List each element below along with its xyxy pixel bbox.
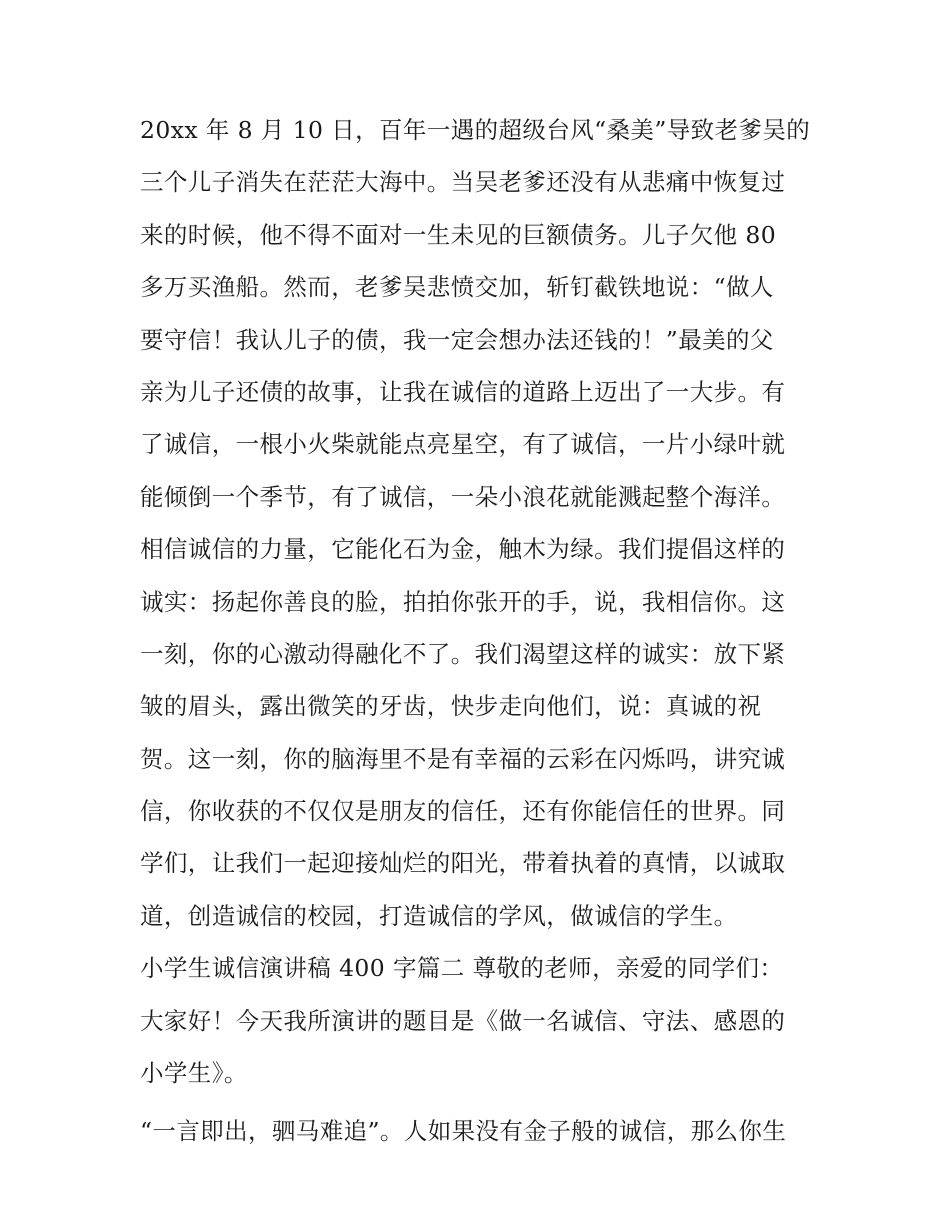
section-heading-line: 小学生诚信演讲稿 400 字篇二 尊敬的老师，亲爱的同学们：	[140, 954, 784, 983]
text-line: 三个儿子消失在茫茫大海中。当吴老爹还没有从悲痛中恢复过	[140, 168, 786, 197]
text-line: 相信诚信的力量，它能化石为金，触木为绿。我们提倡这样的	[140, 535, 786, 564]
text-line: 学们，让我们一起迎接灿烂的阳光，带着执着的真情，以诚取	[140, 849, 786, 878]
text-line: 亲为儿子还债的故事，让我在诚信的道路上迈出了一大步。有	[140, 377, 786, 406]
text-line: 大家好！今天我所演讲的题目是《做一名诚信、守法、感恩的	[140, 1006, 786, 1035]
text-line: 了诚信，一根小火柴就能点亮星空，有了诚信，一片小绿叶就	[140, 430, 786, 459]
text-line: 要守信！我认儿子的债，我一定会想办法还钱的！”最美的父	[140, 325, 774, 354]
text-line: 来的时候，他不得不面对一生未见的巨额债务。儿子欠他 80	[140, 220, 777, 249]
text-line: 20xx 年 8 月 10 日，百年一遇的超级台风“桑美”导致老爹吴的	[140, 116, 811, 144]
text-line: 贺。这一刻，你的脑海里不是有幸福的云彩在闪烁吗，讲究诚	[140, 744, 786, 773]
document-page	[140, 104, 820, 1158]
text-line: 皱的眉头，露出微笑的牙齿，快步走向他们，说：真诚的祝	[140, 692, 762, 721]
text-line: 小学生》。	[140, 1059, 248, 1088]
text-line: 能倾倒一个季节，有了诚信，一朵小浪花就能溅起整个海洋。	[140, 482, 786, 511]
text-line: 一刻，你的心激动得融化不了。我们渴望这样的诚实：放下紧	[140, 639, 786, 668]
text-line: 信，你收获的不仅仅是朋友的信任，还有你能信任的世界。同	[140, 797, 786, 826]
text-line: 多万买渔船。然而，老爹吴悲愤交加，斩钉截铁地说：“做人	[140, 273, 774, 302]
text-line: 道，创造诚信的校园，打造诚信的学风，做诚信的学生。	[140, 901, 738, 930]
text-line: “一言即出，驷马难追”。人如果没有金子般的诚信，那么你生	[140, 1117, 787, 1146]
text-line: 诚实：扬起你善良的脸，拍拍你张开的手，说，我相信你。这	[140, 587, 786, 616]
